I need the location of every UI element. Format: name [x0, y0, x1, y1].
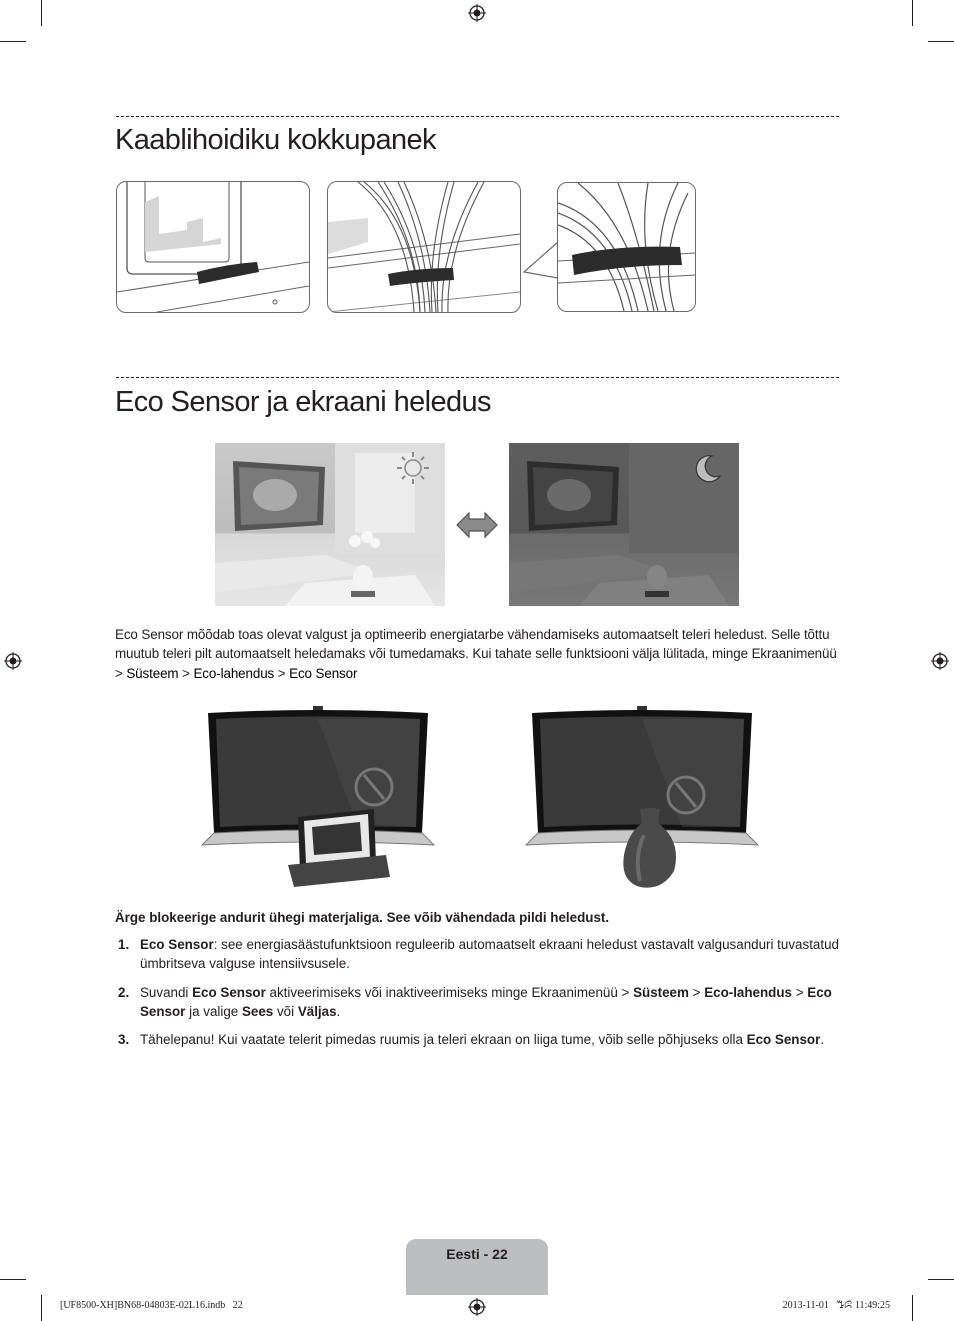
registration-mark-icon [468, 1298, 486, 1316]
crop-mark [0, 1279, 26, 1280]
callout-connector [520, 240, 560, 280]
print-info-left: [UF8500-XH]BN68-04803E-02L16.indb 22 [60, 1300, 243, 1311]
menu-path-eco-sensor: Eco Sensor [289, 665, 358, 681]
sun-icon [395, 450, 431, 486]
registration-mark-icon [4, 652, 22, 670]
tv-blocked-by-vase-illustration [522, 705, 762, 890]
crop-mark [928, 41, 954, 42]
list-item: 1. Eco Sensor: see energiasäästufunktsioon reguleerib automaatselt ekraani heledust vastavalt valgusanduri tuvastatud ümbritseva valguse intensiivsusele. [118, 937, 839, 972]
section-divider [116, 377, 839, 378]
crop-mark [0, 41, 26, 42]
list-item: 3. Tähelepanu! Kui vaatate telerit pimedas ruumis ja teleri ekraan on liiga tume, võib selle põhjuseks olla Eco Sensor. [118, 1032, 825, 1048]
section-title-eco-sensor: Eco Sensor ja ekraani heledus [115, 386, 491, 418]
list-item: 2. Suvandi Eco Sensor aktiveerimiseks või inaktiveerimiseks minge Ekraanimenüü > Süsteem > Eco-lahendus > Eco Sensor ja valige Sees või Väljas. [118, 984, 832, 1019]
print-info-right: 2013-11-01 ꔤꕸ 11:49:25 [782, 1300, 890, 1311]
menu-path-system: Süsteem [126, 665, 179, 681]
tv-blocked-by-frame-illustration [198, 705, 438, 890]
section-divider [116, 116, 839, 117]
crop-mark [928, 1279, 954, 1280]
crop-mark [912, 0, 913, 26]
notes-list [115, 935, 843, 1058]
page-number-tab: Eesti - 22 [406, 1239, 548, 1295]
warning-text: Ärge blokeerige andurit ühegi materjaliga. See võib vähendada pildi heledust. [115, 910, 610, 925]
cable-holder-illustration-step-2 [327, 181, 521, 313]
registration-mark-icon [931, 652, 949, 670]
cable-holder-illustration-step-3 [557, 182, 696, 312]
menu-path-eco-solution: Eco-lahendus [193, 665, 275, 681]
moon-icon [690, 452, 724, 486]
double-arrow-icon [455, 509, 499, 541]
crop-mark [41, 1295, 42, 1321]
eco-sensor-description: Eco Sensor mõõdab toas olevat valgust ja optimeerib energiatarbe vähendamiseks automaatselt teleri heledust. Selle tõttu muutub teleri pilt automaatselt heledamaks või tumedamaks. Kui tahate selle funktsiooni välja lülitada, minge Ekraanimenüü > Süsteem > Eco-lahendus > Eco Sensor [115, 627, 837, 681]
crop-mark [41, 0, 42, 26]
registration-mark-icon [468, 4, 486, 22]
cable-holder-illustration-step-1 [116, 181, 310, 313]
section-title-cable-holder: Kaablihoidiku kokkupanek [115, 124, 436, 156]
crop-mark [912, 1295, 913, 1321]
